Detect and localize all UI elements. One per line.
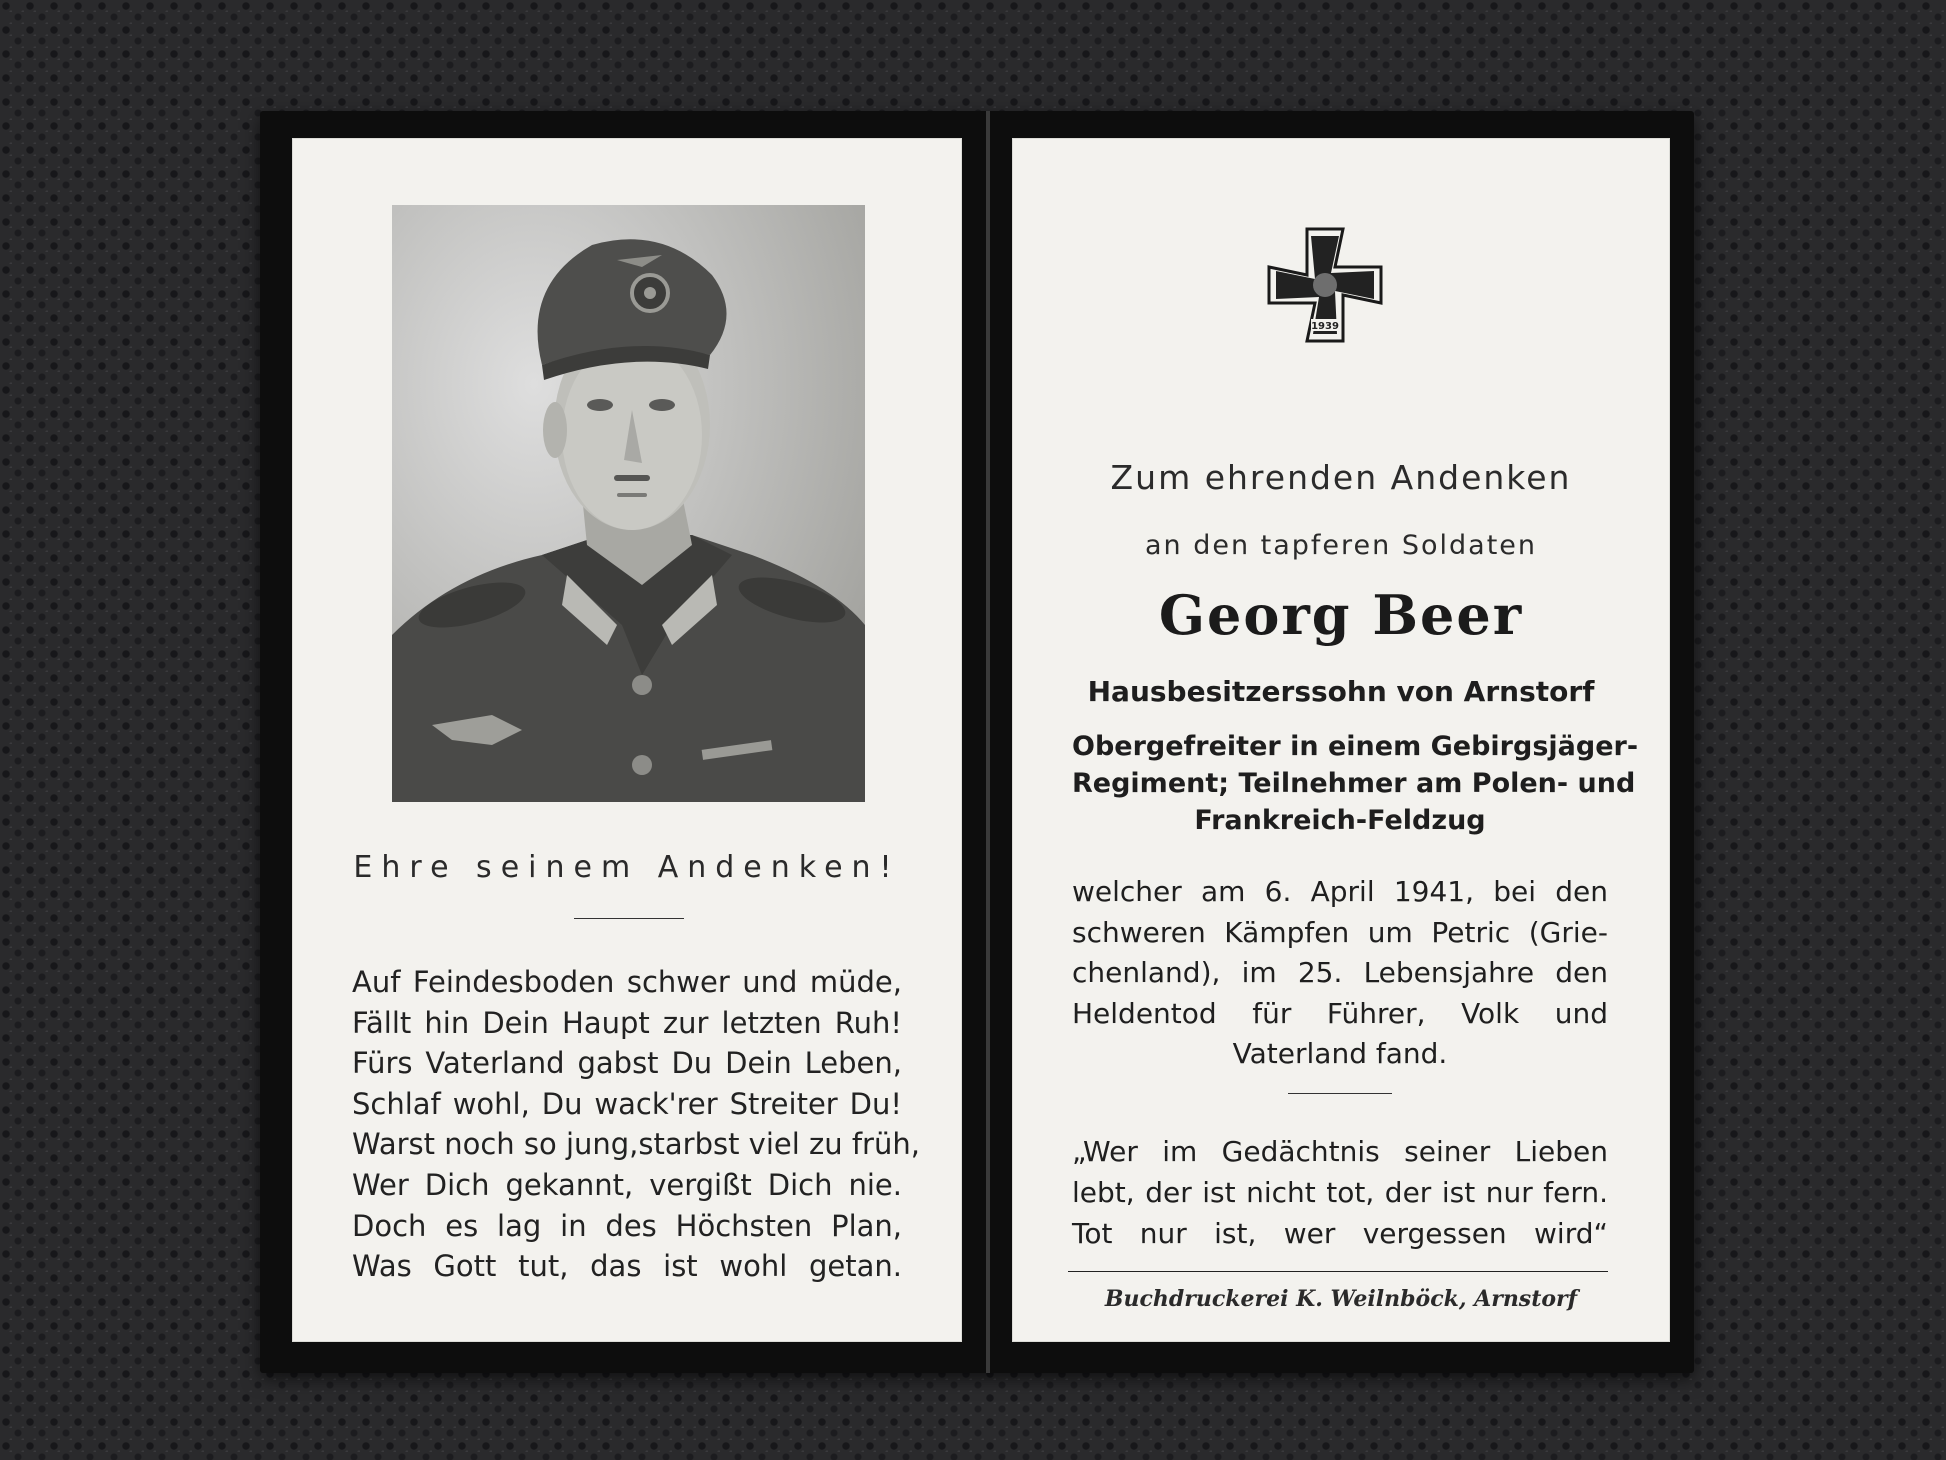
poem-line: Wer Dich gekannt, vergißt Dich nie.: [352, 1167, 902, 1202]
poem-line: Schlaf wohl, Du wack'rer Streiter Du!: [352, 1086, 902, 1121]
poem-line: Warst noch so jung,starbst viel zu früh,: [352, 1127, 920, 1162]
body-line: schweren Kämpfen um Petric (Grie-: [1072, 915, 1608, 949]
heading-soldier: an den tapferen Soldaten: [1144, 530, 1538, 561]
card-fold: [986, 111, 990, 1373]
poem-line: Auf Feindesboden schwer und müde,: [352, 965, 902, 999]
iron-cross-icon: [1267, 227, 1383, 343]
divider: [574, 918, 684, 919]
rank-line: Frankreich-Feldzug: [1194, 805, 1486, 836]
divider: [1288, 1093, 1392, 1094]
quote-line: Tot nur ist, wer vergessen wird“: [1072, 1217, 1608, 1250]
poem-line: Was Gott tut, das ist wohl getan.: [352, 1249, 902, 1284]
poem-line: Doch es lag in des Höchsten Plan,: [352, 1208, 902, 1243]
body-line: chenland), im 25. Lebensjahre den: [1072, 956, 1608, 989]
motto-text: Ehre seinem Andenken!: [353, 850, 901, 885]
body-line: welcher am 6. April 1941, bei den: [1072, 875, 1608, 908]
left-panel: [292, 138, 962, 1342]
soldier-name: Georg Beer: [1158, 583, 1524, 647]
quote-line: lebt, der ist nicht tot, der ist nur fern.: [1072, 1176, 1608, 1209]
rank-text: [1072, 728, 1639, 839]
portrait-illustration: [392, 205, 865, 802]
heading-in-memory: Zum ehrenden Andenken: [1110, 458, 1572, 497]
occupation-text: Hausbesitzerssohn von Arnstorf: [1087, 675, 1595, 708]
poem: [352, 962, 920, 1287]
printer-credit: Buchdruckerei K. Weilnböck, Arnstorf: [1104, 1286, 1578, 1312]
poem-line: Fällt hin Dein Haupt zur letzten Ruh!: [352, 1005, 902, 1040]
footer-divider: [1068, 1271, 1608, 1272]
quote-line: „Wer im Gedächtnis seiner Lieben: [1072, 1135, 1608, 1168]
body-line: Heldentod für Führer, Volk und: [1072, 996, 1608, 1030]
cross-year: 1939: [1311, 321, 1339, 332]
poem-line: Fürs Vaterland gabst Du Dein Leben,: [352, 1046, 902, 1081]
soldier-portrait-photo: [392, 205, 865, 802]
body-line: Vaterland fand.: [1232, 1037, 1448, 1070]
rank-line: Regiment; Teilnehmer am Polen- und: [1072, 768, 1636, 799]
death-text: [1072, 872, 1608, 1075]
rank-line: Obergefreiter in einem Gebirgsjäger-: [1072, 731, 1639, 762]
right-panel: [1012, 138, 1670, 1342]
quote: [1072, 1131, 1608, 1254]
